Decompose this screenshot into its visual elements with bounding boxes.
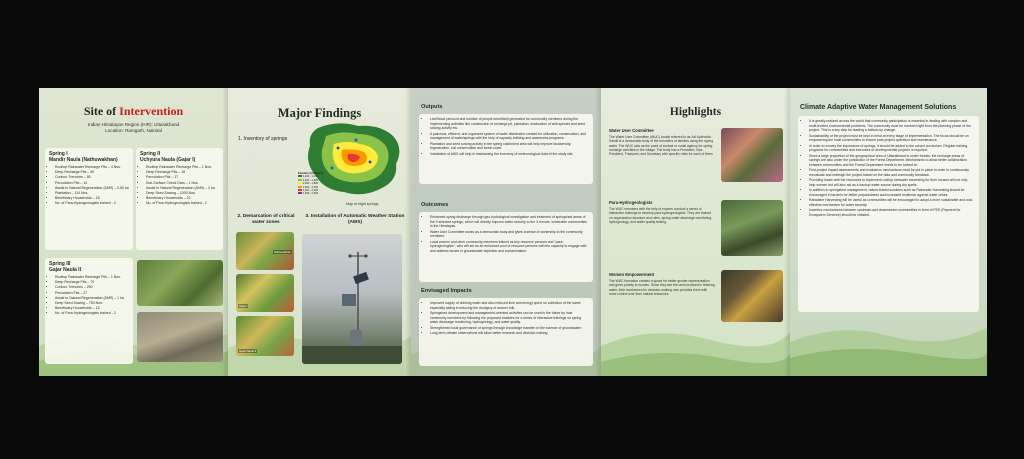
outcomes-list: [424, 215, 588, 253]
list-item: • Beneficiary Households – 13: [55, 306, 129, 311]
zone-map-1: [236, 232, 294, 270]
committee-photo: [721, 128, 783, 182]
women-photo: [721, 270, 783, 322]
impacts-list: [424, 301, 588, 336]
list-item: • Sub-Surface Check Dam – 1 Nos.: [146, 181, 219, 186]
list-item: • Beneficiary Households – 22: [146, 196, 219, 201]
list-item: • Contour Trenches – 50: [55, 175, 129, 180]
list-item: • Post-project impact assessments and evaluation mechanisms must be put in place in order to continuously reevaluate and redesign the project based on the data and community feedback.: [809, 168, 974, 177]
list-item: • Assist to Natural Regeneration (ANR) – 0.50 ha: [55, 186, 129, 191]
spring-photo-1: [137, 260, 223, 306]
solutions-list: [803, 119, 974, 217]
list-item: • A judicious, efficient, and organized system of water distribution created for utilization, conservation, and management of water/springs with the help of capacity building and awareness programs.: [430, 132, 588, 141]
list-item: • Springshed development and management-oriented activities can be used in the future by host community members by following the proposed modules for a series of interactive trainings on spring water discharge monitoring, hydrogeology, and water quality.: [430, 311, 588, 325]
list-item: • Percolation Pits – 27: [55, 291, 129, 296]
list-item: • Enhanced spring discharge through geo-hydrological investigation and treatment of springshed areas of the 3 selected springs, which will directly improve water security to the 3 remote, vulnerable communities in the Himalayas.: [430, 215, 588, 229]
highlight-water-user-committee: [609, 128, 715, 156]
finding-aws-label: 3. Installation of Automatic Weather Station (AWS): [305, 214, 405, 225]
hills-background: [790, 306, 987, 376]
legend-entry: 1,800 - 2,000: [298, 186, 332, 189]
list-item: • Contour Trenches – 290: [55, 285, 129, 290]
spring-3-label: Spring III: [49, 261, 71, 267]
list-item: • Strengthened local governance of springs through knowledge transfer on the science of groundwater.: [430, 326, 588, 331]
list-item: • No. of Para-Hydrogeologists trained - 2: [55, 201, 129, 206]
spring-1-list: [49, 165, 129, 207]
list-item: • Livelihood (amount and number of people benefited) generated for community members during the implementing activities like construction of recharge pit, plantation, eradication of wild species and seed sowing activity etc.: [430, 117, 588, 131]
list-item: • Long-term climate observations will allow better research and decision-making.: [430, 331, 588, 336]
spring-2-label: Spring II: [140, 151, 160, 157]
legend-entry: 2,000 - 2,200: [298, 189, 332, 192]
list-item: • Beneficiary Households – 18: [55, 196, 129, 201]
outputs-list: [424, 117, 588, 156]
outcomes-heading: Outcomes: [421, 202, 449, 208]
zone-label: Nathuwakhan: [273, 250, 291, 254]
section-title: Climate Adaptive Water Management Solutions: [800, 104, 957, 111]
list-item: • Deep Recharge Pits – 18: [146, 170, 219, 175]
highlight-heading: Para-Hydrogeologists: [609, 200, 653, 205]
list-item: • No. of Para-Hydrogeologists trained - 2: [55, 311, 129, 316]
list-item: • Since a large proportion of the geographical area of Uttarakhand is under forests, the recharge areas of springs are also under the jurisdiction of the Forest Department. Mechanisms to allow better collaboration between communities and the Forest Department needs to be looked at.: [809, 154, 974, 168]
weather-station-photo: [302, 234, 402, 364]
list-item: • Incentive mechanisms between upstream and downstream communities in form of PES (Payment for Ecosystem Services) should be initiated.: [809, 208, 974, 217]
subtitle-region: Indian Himalayan Region (IHR): Uttarakhand: [87, 122, 180, 127]
finding-zones-label: 2. Demarcation of critical water zones: [237, 214, 295, 225]
training-photo: [721, 200, 783, 256]
list-item: • Local women and other community members trained as key resource persons and "para-hydrogeologists", who will act as an enhanced pool of resource persons with the capacity to engage with and address issues in groundwater depletion and contamination.: [430, 240, 588, 254]
list-item: • Improved supply of drinking water and also reduced time and energy spent on collection of the same especially aiding in reducing the drudgery of women folk.: [430, 301, 588, 310]
list-item: • No. of Para-Hydrogeologists trained - 2: [146, 201, 219, 206]
spring-2-list: [140, 165, 219, 207]
spring-1-name: Mandir Naula (Nathuwakhan): [49, 157, 118, 163]
list-item: • Rainwater Harvesting will be useful as communities will be encouraged to adopt a more sustainable and cost-effective mechanism for water security.: [809, 198, 974, 207]
panel-site-of-intervention: [39, 88, 228, 376]
outputs-box: [419, 114, 593, 184]
outputs-heading: Outputs: [421, 104, 443, 110]
highlight-text: The Water User Committee (WUC) locally referred to as Jal Upbhokta Samiti is a democratic body of the members of families using the spring water. The WUC acts as the point of contact or nodal agency for spring recharge activities in the village. The body has a President, Vice-President, Treasurer, and Secretary with specific roles for each of them.: [609, 135, 714, 157]
subtitle-location: Location: Ramgarh, Nainital: [105, 128, 162, 133]
list-item: • Percolation Pits – 13: [55, 181, 129, 186]
map-legend: [298, 172, 332, 196]
list-item: • Plantation and seed sowing activity in the spring catchment area will help improve biodiversity, regeneration, soil conservation and forest cover.: [430, 142, 588, 151]
list-item: • Deep Recharge Pits – 90: [55, 170, 129, 175]
panel-highlights: [601, 88, 790, 376]
map-legend-title: Elevation (in Meters): [298, 172, 324, 175]
site-subtitle: [39, 122, 228, 134]
list-item: • Rooftop Rainwater Recharge Pits – 4 Nos.: [55, 165, 129, 170]
legend-entry: 1,400 - 1,600: [298, 179, 332, 182]
brochure: [39, 88, 987, 376]
zone-label: Gajar Naula II: [239, 349, 257, 353]
list-item: • Plantation – 110 Nos.: [55, 191, 129, 196]
list-item: • Sustainability of the project must be kept in mind at every stage of implementation. The focus should be on empowering the local communities to ensure post-project operation and maintenance.: [809, 134, 974, 143]
highlight-heading: Water User Committee: [609, 128, 654, 133]
list-item: • Percolation Pits – 17: [146, 175, 219, 180]
list-item: • Assist to Natural Regeneration (ANR) – 1 ha: [55, 296, 129, 301]
list-item: • Deep Seed Sowing – 750 Nos.: [55, 301, 129, 306]
spring-3-name: Gajar Naula II: [49, 267, 81, 273]
finding-inventory-label: 1. Inventory of springs: [238, 136, 288, 142]
impacts-box: [419, 298, 593, 366]
list-item: • It is greatly realized across the world that community participation is essential in dealing with complex and multi-leveled environmental problems. The community must be involved right from the planning phase of the project. This is a key step for leading a bottom-up change.: [809, 119, 974, 133]
title-part-2: Intervention: [119, 104, 184, 118]
legend-entry: 1,600 - 1,800: [298, 182, 332, 185]
list-item: • In addition to springshed management, nature-based solutions such as Rainwater Harvesting should be encouraged in tandem for better preparedness and increased resilience against water crises.: [809, 188, 974, 197]
panel-climate-solutions: [790, 88, 987, 376]
panel-outputs-outcomes: [411, 88, 601, 376]
weather-station-icon: [302, 234, 402, 364]
spring-2-card: [136, 148, 223, 250]
list-item: • In order to convey the importance of springs, it should be added to the school curriculum. Regular training programs for communities and executors of developmental projects is required.: [809, 144, 974, 153]
title-part-1: Site of: [83, 104, 120, 118]
spring-1-card: [45, 148, 133, 250]
spring-photo-2: [137, 312, 223, 362]
outcomes-box: [419, 212, 593, 282]
page-title: [39, 104, 228, 119]
zone-map-3: [236, 316, 294, 356]
highlight-text: The WUC members with the help of experts conduct a series of interactive trainings to develop para-hydrogeologists. They are trained on organization structure and roles, spring water discharge monitoring, hydrogeology, and water quality testing.: [609, 207, 712, 224]
list-item: • Rooftop Rainwater Recharge Pits – 1 Nos.: [146, 165, 219, 170]
list-item: • Providing locals with the resources to implement rooftop rainwater harvesting for their houses will not only help women but will also act as a backup water source during dry spells.: [809, 178, 974, 187]
highlight-para-hydrogeologists: [609, 200, 715, 224]
highlight-text: The WUC formation creates a space for better gender representation and gives priority to women. Since they are the ones involved in fetching water, their involvement in decision-making now provides them with more control over their natural resources.: [609, 279, 715, 296]
section-title: Highlights: [669, 106, 722, 118]
spring-3-card: [45, 258, 133, 364]
list-item: • Installation of AWS will help in maintaining the inventory of meteorological data of the study site.: [430, 152, 588, 157]
list-item: • Deep Recharge Pits – 70: [55, 280, 129, 285]
impacts-heading: Envisaged Impacts: [421, 288, 472, 294]
spring-1-label: Spring I: [49, 151, 68, 157]
legend-entry: 2,200 - 2,400: [298, 192, 332, 195]
spring-2-name: Uchyura Naula (Gajar I): [140, 157, 196, 163]
map-caption: Map of eight springs: [346, 202, 379, 206]
zone-label: Gajar I: [239, 304, 248, 308]
list-item: • Water User Committee works as a democratic body and gives a sense of ownership to the community members.: [430, 230, 588, 239]
highlight-women-empowerment: [609, 272, 715, 296]
solutions-box: [798, 116, 979, 312]
zone-map-2: [236, 274, 294, 312]
section-title: Major Findings: [277, 106, 362, 120]
highlight-heading: Women Empowerment: [609, 272, 655, 277]
list-item: • Rooftop Rainwater Recharge Pits – 1 Nos.: [55, 275, 129, 280]
list-item: • Assist to Natural Regeneration (ANR) – 2 ha: [146, 186, 219, 191]
list-item: • Deep Seed Sowing – 1000 Nos.: [146, 191, 219, 196]
panel-major-findings: [228, 88, 411, 376]
spring-3-list: [49, 275, 129, 317]
legend-entry: 1,200 - 1,400: [298, 175, 332, 178]
